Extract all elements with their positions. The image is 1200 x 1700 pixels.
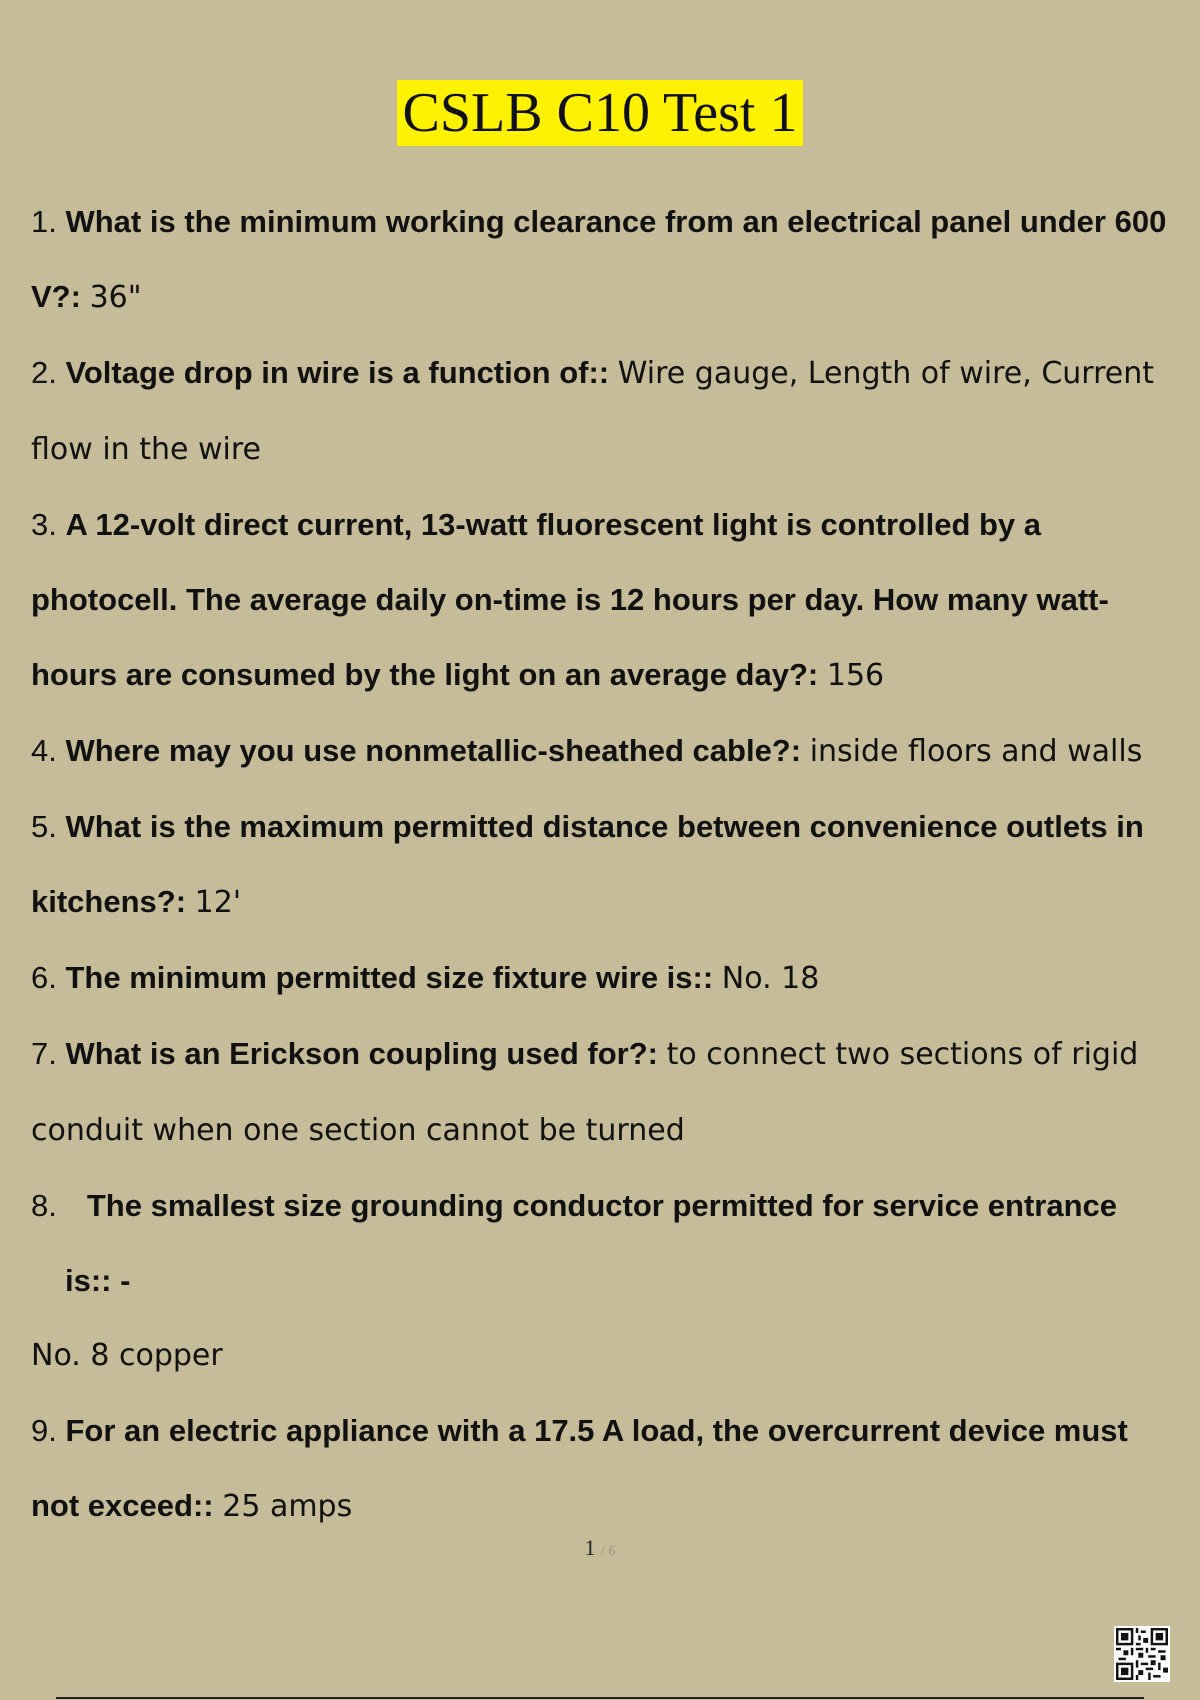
question-text: A 12-volt direct current, 13-watt fluorescent light is controlled by a photocell. The average daily on-time is 12 hours per day. How many watt- hours are consumed by the light on an average day?: <box>31 507 1109 692</box>
question-item-1 <box>31 184 1181 335</box>
question-item-7 <box>31 1016 1181 1168</box>
page-indicator <box>0 1535 1200 1561</box>
bottom-divider <box>56 1697 1144 1699</box>
question-item-3 <box>31 487 1181 713</box>
answer-text: 12' <box>194 885 242 920</box>
question-text: The minimum permitted size fixture wire is:: <box>65 960 714 995</box>
question-number: 7. <box>31 1036 57 1071</box>
question-number: 9. <box>31 1413 57 1448</box>
question-item-4 <box>31 713 1181 789</box>
answer-text: Wire gauge, Length of wire, Current flow in the wire <box>31 356 1155 467</box>
question-item-2 <box>31 335 1181 487</box>
question-item-8 <box>31 1168 1181 1393</box>
answer-text: 25 amps <box>222 1489 353 1524</box>
answer-text: inside floors and walls <box>809 734 1143 769</box>
answer-text: to connect two sections of rigid conduit when one section cannot be turned <box>31 1037 1139 1148</box>
question-line <box>31 1168 1181 1243</box>
question-number: 6. <box>31 960 57 995</box>
document-title: CSLB C10 Test 1 <box>397 80 804 146</box>
title-wrap <box>0 80 1200 146</box>
question-text: For an electric appliance with a 17.5 A load, the overcurrent device must not exceed:: <box>31 1413 1128 1523</box>
question-text: What is the minimum working clearance from an electrical panel under 600 V?: <box>31 204 1167 314</box>
question-number: 1. <box>31 204 57 239</box>
qr-code-icon <box>1114 1626 1170 1682</box>
answer-text: 36" <box>89 280 142 315</box>
question-text: What is the maximum permitted distance between convenience outlets in kitchens?: <box>31 809 1144 919</box>
question-text-continued: is:: - <box>65 1263 131 1298</box>
answer-text: 156 <box>826 658 885 693</box>
answer-text: No. 18 <box>721 961 820 996</box>
question-text: The smallest size grounding conductor permitted for service entrance <box>86 1188 1117 1223</box>
answer-text: No. 8 copper <box>31 1338 223 1373</box>
question-list <box>31 184 1181 1544</box>
question-number: 2. <box>31 355 57 390</box>
question-number: 4. <box>31 733 57 768</box>
page-total: / 6 <box>601 1544 616 1559</box>
qr-code-graphic <box>1116 1628 1168 1680</box>
question-text: Voltage drop in wire is a function of:: <box>65 355 610 390</box>
question-item-5 <box>31 789 1181 940</box>
question-item-9 <box>31 1393 1181 1544</box>
page-number: 1 <box>584 1535 596 1560</box>
question-number: 5. <box>31 809 57 844</box>
question-text: Where may you use nonmetallic-sheathed cable?: <box>65 733 802 768</box>
question-number: 3. <box>31 507 57 542</box>
question-text: What is an Erickson coupling used for?: <box>65 1036 658 1071</box>
question-item-6 <box>31 940 1181 1016</box>
question-number: 8. <box>31 1188 57 1223</box>
